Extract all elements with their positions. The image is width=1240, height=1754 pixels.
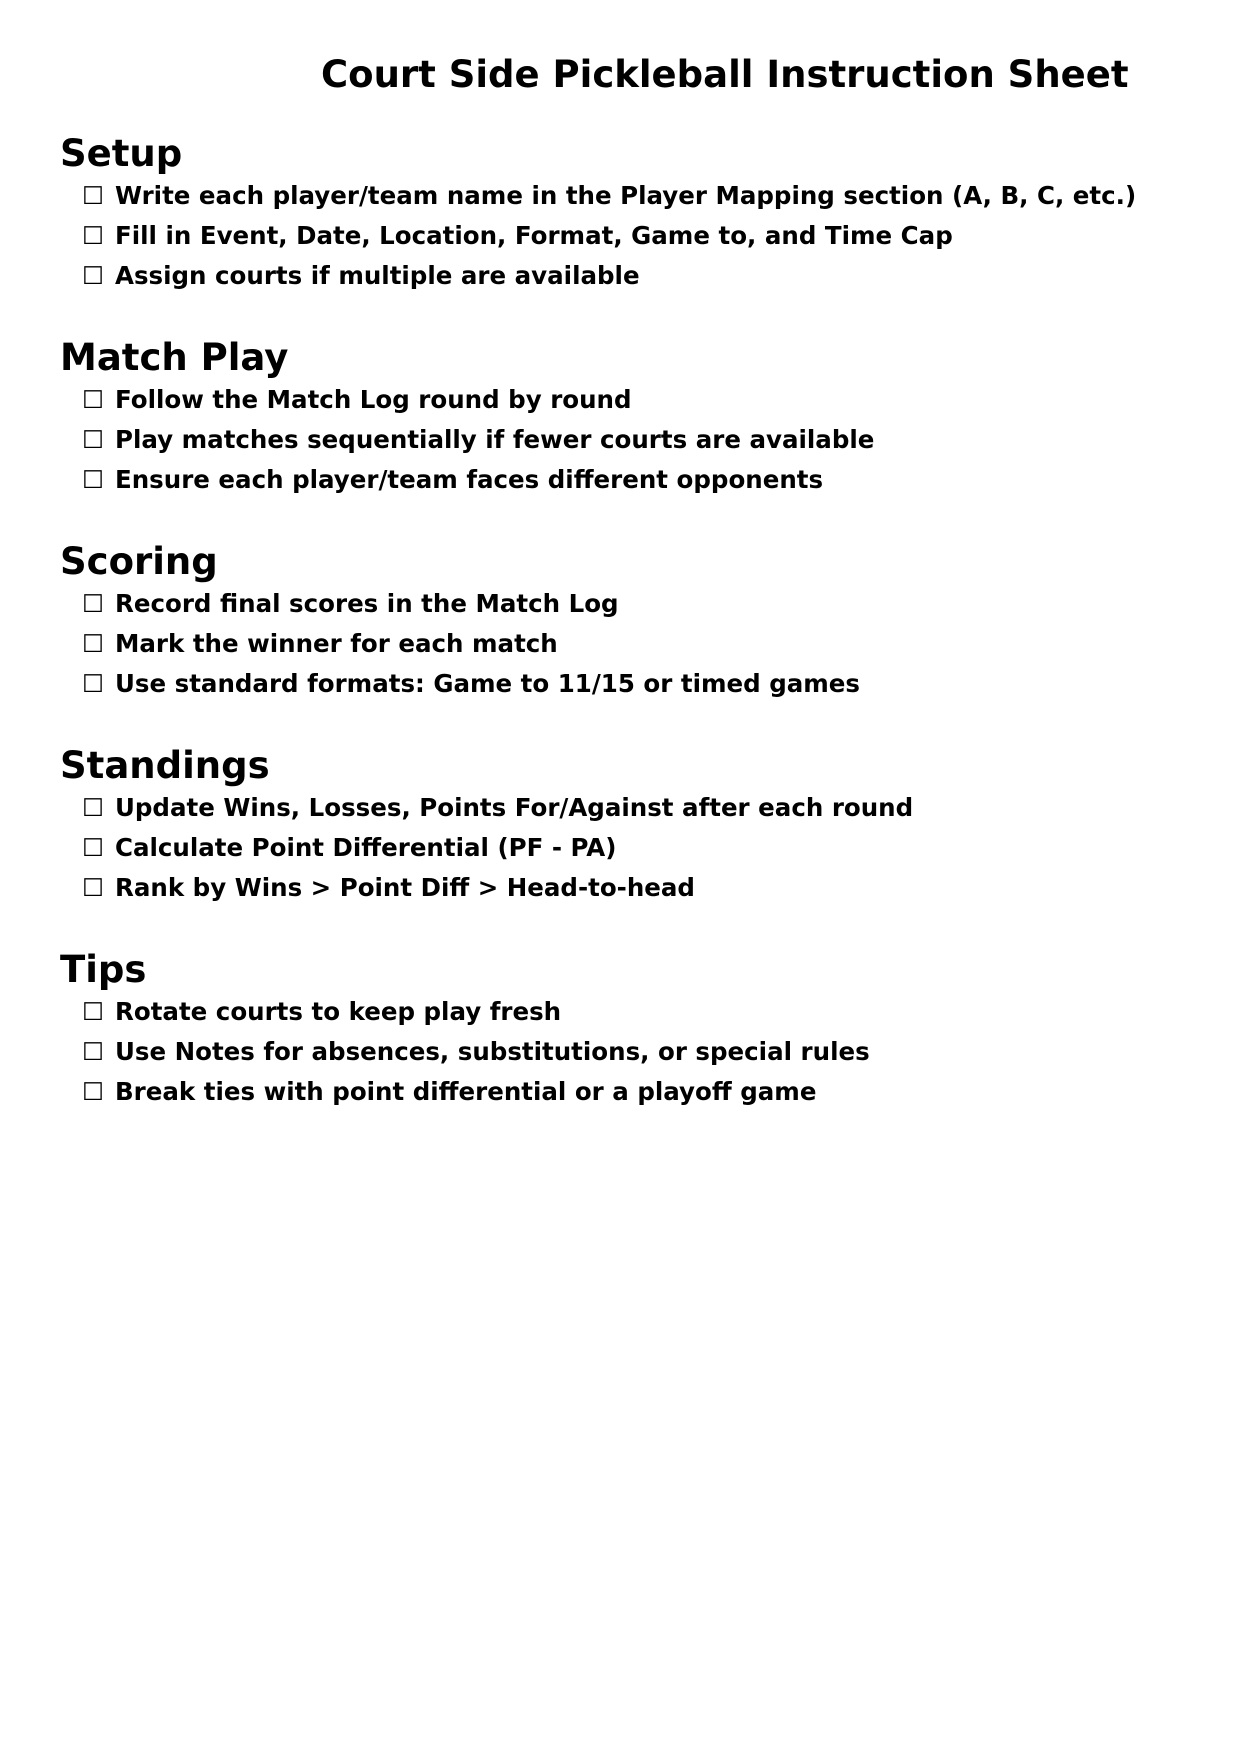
checklist-item-text: Record final scores in the Match Log [115,589,619,618]
section-tips [60,948,1240,1112]
checklist-item-text: Fill in Event, Date, Location, Format, Game to, and Time Cap [115,221,953,250]
section-standings [60,744,1240,908]
checklist-item-text: Break ties with point differential or a playoff game [115,1077,817,1106]
checklist-item-text: Update Wins, Losses, Points For/Against after each round [115,793,914,822]
checkbox-icon[interactable]: ☐ [82,873,104,902]
checkbox-icon[interactable]: ☐ [82,997,104,1026]
checklist-item [60,460,1240,500]
checklist-item-text: Assign courts if multiple are available [115,261,640,290]
checklist-item-text: Use standard formats: Game to 11/15 or timed games [115,669,860,698]
checkbox-icon[interactable]: ☐ [82,1037,104,1066]
checkbox-icon[interactable]: ☐ [82,181,104,210]
instruction-sections [60,132,1240,1152]
section-scoring [60,540,1240,704]
checkbox-icon[interactable]: ☐ [82,221,104,250]
checkbox-icon[interactable]: ☐ [82,261,104,290]
checklist-item [60,868,1240,908]
checklist-item-text: Rank by Wins > Point Diff > Head-to-head [115,873,695,902]
checkbox-icon[interactable]: ☐ [82,833,104,862]
checkbox-icon[interactable]: ☐ [82,589,104,618]
checklist-item [60,420,1240,460]
checklist-item-text: Rotate courts to keep play fresh [115,997,562,1026]
checkbox-icon[interactable]: ☐ [82,465,104,494]
checklist-item [60,992,1240,1032]
checkbox-icon[interactable]: ☐ [82,669,104,698]
checkbox-icon[interactable]: ☐ [82,1077,104,1106]
checklist-item [60,828,1240,868]
checklist-item-text: Follow the Match Log round by round [115,385,632,414]
checklist-item [60,788,1240,828]
checkbox-icon[interactable]: ☐ [82,793,104,822]
section-heading: Scoring [60,540,218,583]
section-heading: Setup [60,132,183,175]
checkbox-icon[interactable]: ☐ [82,629,104,658]
page-title: Court Side Pickleball Instruction Sheet [321,53,1129,96]
checkbox-icon[interactable]: ☐ [82,425,104,454]
checklist-item-text: Write each player/team name in the Player Mapping section (A, B, C, etc.) [115,181,1137,210]
checklist-item-text: Ensure each player/team faces different opponents [115,465,824,494]
section-heading: Match Play [60,336,289,379]
checklist-item-text: Play matches sequentially if fewer courts are available [115,425,875,454]
checklist-item [60,176,1240,216]
checklist-item [60,1072,1240,1112]
checklist-item [60,256,1240,296]
checkbox-icon[interactable]: ☐ [82,385,104,414]
checklist-item [60,380,1240,420]
section-match-play [60,336,1240,500]
section-heading: Tips [60,948,147,991]
checklist-item-text: Calculate Point Differential (PF - PA) [115,833,617,862]
checklist-item-text: Use Notes for absences, substitutions, or special rules [115,1037,870,1066]
checklist-item [60,216,1240,256]
section-heading: Standings [60,744,270,787]
checklist-item [60,584,1240,624]
checklist-item-text: Mark the winner for each match [115,629,558,658]
checklist-item [60,624,1240,664]
section-setup [60,132,1240,296]
checklist-item [60,664,1240,704]
checklist-item [60,1032,1240,1072]
